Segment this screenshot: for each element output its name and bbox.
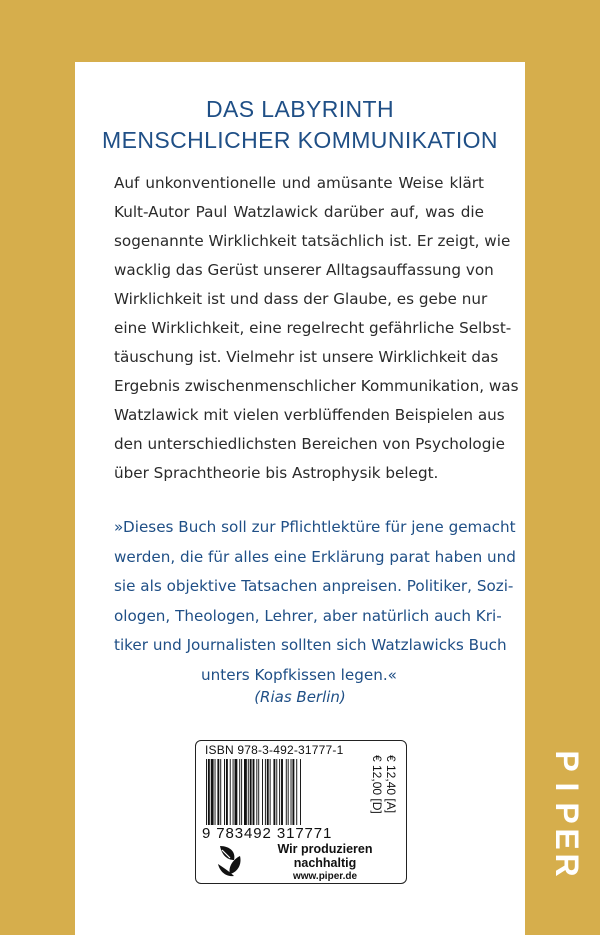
quote-line: ologen, Theologen, Lehrer, aber natürlich auch Kri-: [114, 606, 502, 625]
description-line: täuschung ist. Vielmehr ist unsere Wirklichkeit das: [114, 348, 499, 366]
barcode-box: [195, 740, 407, 884]
description-line: Kult-Autor Paul Watzlawick darüber auf, was die: [114, 203, 484, 221]
description-line: sogenannte Wirklichkeit tatsächlich ist. Er zeigt, wie: [114, 232, 511, 250]
description-line: eine Wirklichkeit, eine regelrecht gefährliche Selbst-: [114, 319, 512, 337]
publisher-url: www.piper.de: [292, 871, 358, 882]
sustainability-line-2: nachhaltig: [293, 856, 357, 870]
quote-line: »Dieses Buch soll zur Pflichtlektüre für jene gemacht: [114, 518, 516, 536]
barcode-icon: [204, 759, 364, 825]
description-line: Auf unkonventionelle und amüsante Weise klärt: [114, 174, 484, 192]
sustainability-note: [260, 842, 390, 883]
publisher-logo-letter: P: [549, 750, 585, 772]
price-germany: € 12,00 [D]: [370, 755, 384, 814]
publisher-logo-letter: P: [549, 802, 585, 824]
description-line: über Sprachtheorie bis Astrophysik belegt.: [114, 464, 439, 482]
description-line: Watzlawick mit vielen verblüffenden Beispielen aus: [114, 406, 505, 424]
description-line: Wirklichkeit ist und dass der Glaube, es gebe nur: [114, 290, 488, 308]
cover-title: [0, 94, 600, 156]
barcode-number: 9 783492 317771: [202, 825, 333, 842]
title-line-2: MENSCHLICHER KOMMUNIKATION: [102, 127, 498, 153]
title-line-1: DAS LABYRINTH: [206, 96, 394, 122]
publisher-logo-letter: I: [549, 782, 585, 792]
quote-line: unters Kopfkissen legen.«: [201, 665, 397, 684]
review-quote: [114, 513, 516, 690]
description-line: Ergebnis zwischenmenschlicher Kommunikation, was: [114, 377, 519, 395]
isbn-label: ISBN 978-3-492-31777-1: [205, 743, 344, 757]
description-line: den unterschiedlichsten Bereichen von Psychologie: [114, 435, 505, 453]
leaf-recycle-icon: [216, 844, 244, 878]
description: [114, 169, 519, 488]
price-block: [370, 755, 398, 831]
publisher-logo: [545, 748, 589, 878]
quote-line: tiker und Journalisten sollten sich Watzlawicks Buch: [114, 636, 507, 654]
quote-line: werden, die für alles eine Erklärung parat haben und: [114, 547, 516, 566]
description-line: wacklig das Gerüst unserer Alltagsauffassung von: [114, 261, 494, 279]
publisher-logo-letter: R: [549, 853, 585, 877]
price-austria: € 12,40 [A]: [384, 755, 398, 814]
quote-source: (Rias Berlin): [254, 688, 346, 706]
quote-line: sie als objektive Tatsachen anpreisen. Politiker, Sozi-: [114, 577, 514, 595]
sustainability-line-1: Wir produzieren: [277, 842, 373, 856]
publisher-logo-letter: E: [549, 828, 585, 850]
